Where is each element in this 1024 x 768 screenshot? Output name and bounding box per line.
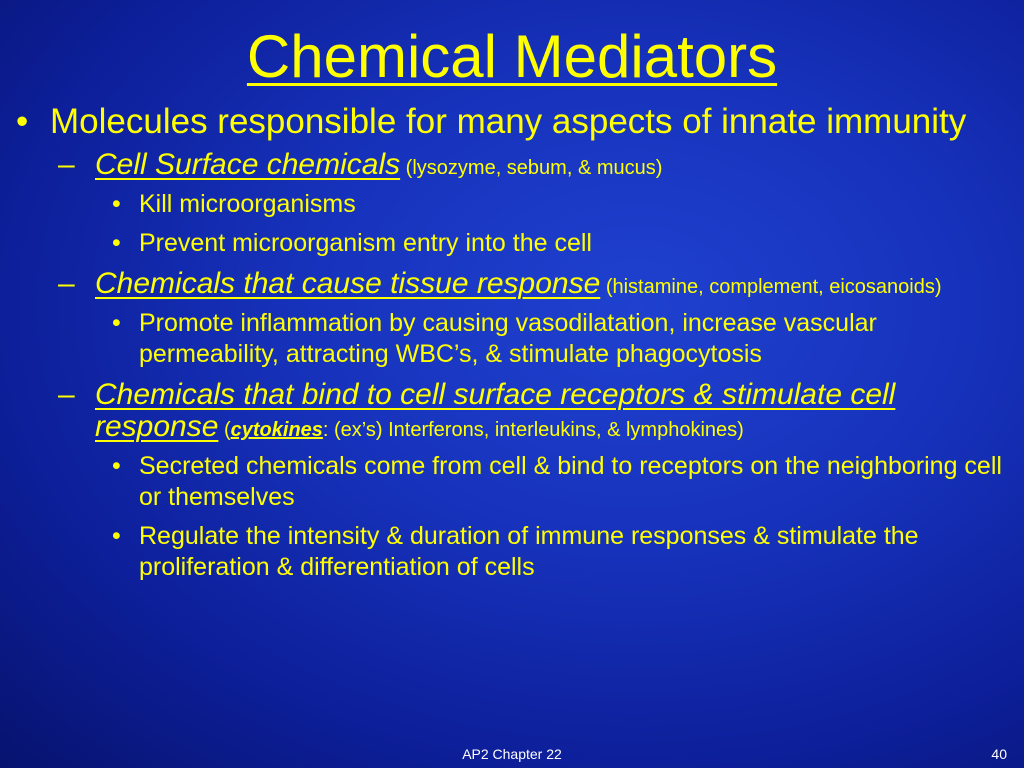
section-content xyxy=(95,149,662,181)
bullet-marker: • xyxy=(112,229,121,257)
cytokines-term: cytokines xyxy=(230,419,323,441)
page-number: 40 xyxy=(991,746,1007,762)
bullet-marker: • xyxy=(112,452,121,480)
section-content xyxy=(95,379,1006,443)
section-content xyxy=(95,268,942,300)
section-note-rest: : (ex’s) Interferons, interleukins, & lymphokines) xyxy=(322,419,744,441)
section-note: (lysozyme, sebum, & mucus) xyxy=(400,157,663,179)
bullet-marker: • xyxy=(112,190,121,218)
sub-bullet-text: Regulate the intensity & duration of immune responses & stimulate the proliferation & differentiation of cells xyxy=(139,522,919,581)
section-heading: Cell Surface chemicals xyxy=(95,148,401,181)
section-heading: Chemicals that bind to cell surface receptors & stimulate cell response xyxy=(95,378,896,443)
section-note-open: ( xyxy=(218,419,231,441)
sub-bullet-text: Promote inflammation by causing vasodilatation, increase vascular permeability, attracting WBC’s, & stimulate phagocytosis xyxy=(139,309,877,368)
bullet-marker: • xyxy=(16,102,29,141)
section-note: (histamine, complement, eicosanoids) xyxy=(600,276,942,298)
section-cell-surface xyxy=(58,149,1006,181)
sub-bullet-text: Prevent microorganism entry into the cell xyxy=(139,229,592,257)
sub-bullet xyxy=(112,308,1006,370)
dash-marker: – xyxy=(58,267,75,300)
section-cell-response xyxy=(58,379,1006,443)
intro-text: Molecules responsible for many aspects of innate immunity xyxy=(50,102,967,141)
slide-title: Chemical Mediators xyxy=(246,23,778,90)
slide-body xyxy=(16,104,1006,583)
sub-bullet xyxy=(112,451,1006,513)
sub-bullet-text: Secreted chemicals come from cell & bind to receptors on the neighboring cell or themselves xyxy=(139,452,1002,511)
slide-footer: AP2 Chapter 22 xyxy=(462,746,562,762)
dash-marker: – xyxy=(58,148,75,181)
sub-bullet xyxy=(112,228,1006,259)
dash-marker: – xyxy=(58,378,75,411)
bullet-marker: • xyxy=(112,522,121,550)
intro-bullet xyxy=(16,104,1006,140)
section-tissue-response xyxy=(58,268,1006,300)
sub-bullet xyxy=(112,521,1006,583)
sub-bullet xyxy=(112,189,1006,220)
section-note-emphasis xyxy=(231,419,323,441)
sub-bullet-text: Kill microorganisms xyxy=(139,190,356,218)
bullet-marker: • xyxy=(112,309,121,337)
section-heading: Chemicals that cause tissue response xyxy=(95,267,601,300)
